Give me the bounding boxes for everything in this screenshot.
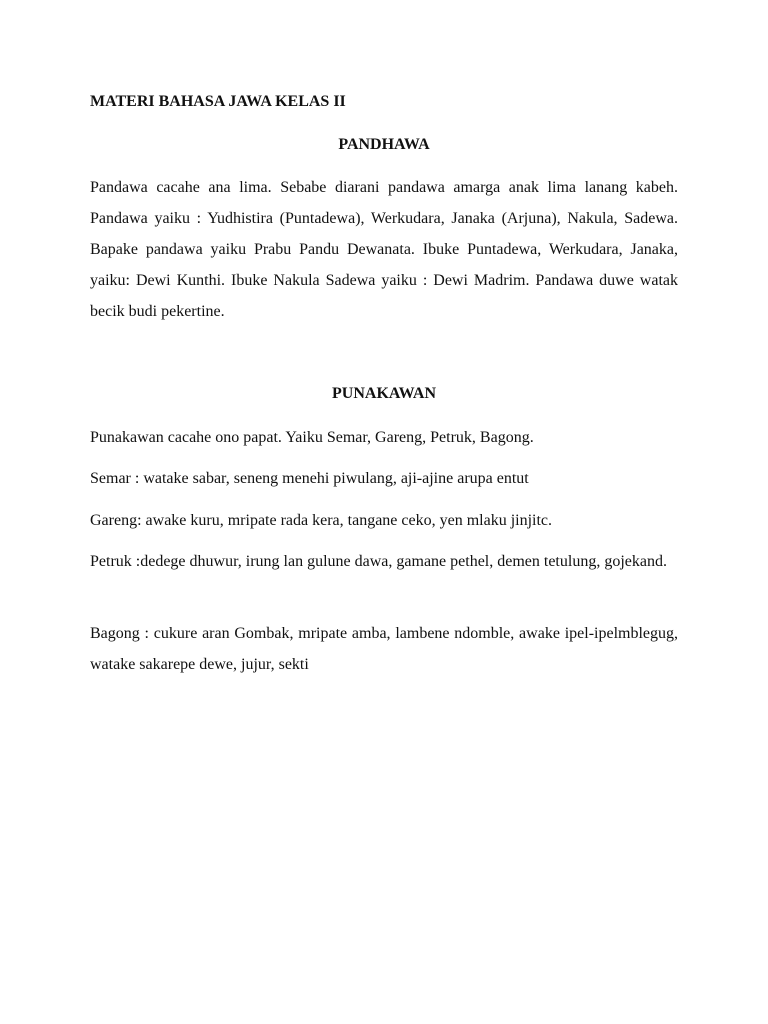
paragraph-gareng: Gareng: awake kuru, mripate rada kera, tangane ceko, yen mlaku jinjitc.: [90, 512, 553, 529]
paragraph-punakawan-intro: Punakawan cacahe ono papat. Yaiku Semar, Gareng, Petruk, Bagong.: [90, 429, 534, 446]
paragraph-petruk: Petruk :dedege dhuwur, irung lan gulune dawa, gamane pethel, demen tetulung, gojekand.: [90, 553, 667, 570]
section-heading-punakawan: PUNAKAWAN: [332, 385, 436, 402]
document-title: MATERI BAHASA JAWA KELAS II: [90, 93, 346, 110]
section-heading-pandhawa: PANDHAWA: [338, 136, 430, 153]
paragraph-pandhawa: Pandawa cacahe ana lima. Sebabe diarani pandawa amarga anak lima lanang kabeh. Pandawa yaiku : Yudhistira (Puntadewa), Werkudara, Janaka (Arjuna), Nakula, Sadewa. Bapake pandawa yaiku Prabu Pandu Dewanata. Ibuke Puntadewa, Werkudara, Janaka, yaiku: Dewi Kunthi. Ibuke Nakula Sadewa yaiku : Dewi Madrim. Pandawa duwe watak becik budi pekertine.: [90, 179, 678, 320]
paragraph-bagong: Bagong : cukure aran Gombak, mripate amba, lambene ndomble, awake ipel-ipelmblegug, watake sakarepe dewe, jujur, sekti: [90, 625, 678, 673]
paragraph-semar: Semar : watake sabar, seneng menehi piwulang, aji-ajine arupa entut: [90, 470, 529, 487]
